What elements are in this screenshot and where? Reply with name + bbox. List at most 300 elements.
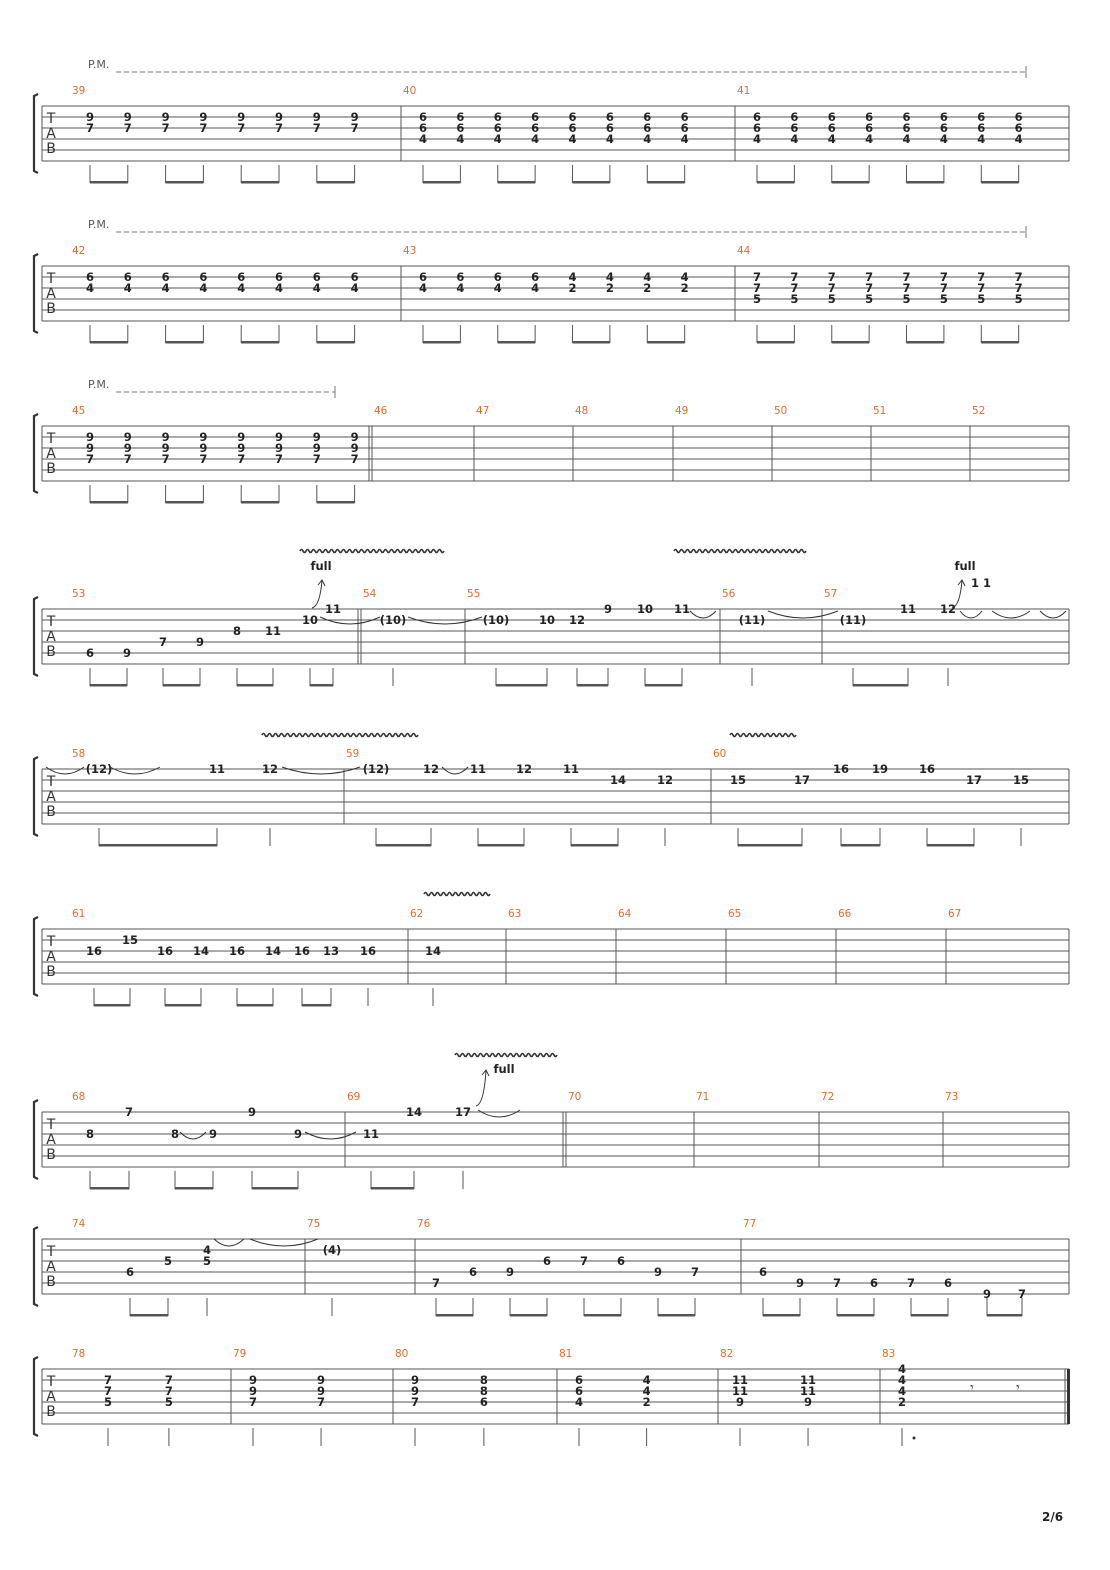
fret-number: 9 xyxy=(247,1105,257,1119)
fret-number: 6 xyxy=(418,110,428,124)
fret-number: 6 xyxy=(493,110,502,124)
fret-number: 6 xyxy=(531,110,540,124)
fret-number: 16 xyxy=(359,944,377,958)
fret-number: 11 xyxy=(731,1373,749,1387)
fret-number: 11 xyxy=(469,762,487,776)
fret-number: 6 xyxy=(827,110,836,124)
fret-number: 13 xyxy=(322,944,340,958)
beam xyxy=(907,181,944,184)
fret-number: 4 xyxy=(202,1243,212,1257)
fret-number: 7 xyxy=(85,452,95,466)
final-barline-thick xyxy=(1067,1369,1070,1424)
beam xyxy=(837,1314,874,1317)
fret-number: 4 xyxy=(456,281,465,295)
tab-clef-letter: T xyxy=(46,431,56,447)
fret-number: 15 xyxy=(121,933,139,947)
measure-number: 42 xyxy=(72,245,86,257)
fret-number: 4 xyxy=(642,1373,651,1387)
beam xyxy=(94,1004,130,1007)
fret-number: 7 xyxy=(350,121,359,135)
fret-number: 11 xyxy=(731,1384,749,1398)
fret-number: 6 xyxy=(643,121,652,135)
fret-number: 6 xyxy=(605,110,614,124)
fret-number: 14 xyxy=(192,944,210,958)
fret-number: 6 xyxy=(790,110,799,124)
fret-number: (12) xyxy=(85,762,113,776)
fret-number: 9 xyxy=(123,430,132,444)
measure-number: 70 xyxy=(568,1091,582,1103)
fret-number: 1 xyxy=(982,576,992,590)
fret-number: 6 xyxy=(568,110,577,124)
beam xyxy=(510,1314,547,1317)
fret-number: 7 xyxy=(124,1105,134,1119)
fret-number: 6 xyxy=(274,270,284,284)
fret-number: 9 xyxy=(161,441,170,455)
fret-number: 7 xyxy=(410,1395,420,1409)
fret-number: 7 xyxy=(579,1254,589,1268)
fret-number: 6 xyxy=(237,270,246,284)
measure-number: 43 xyxy=(403,245,417,257)
fret-number: 2 xyxy=(605,281,614,295)
fret-number: 8 xyxy=(170,1127,180,1141)
tab-clef-letter: B xyxy=(46,301,56,317)
tie-arc xyxy=(180,1132,206,1139)
tab-clef-letter: B xyxy=(46,1274,56,1290)
fret-number: 7 xyxy=(431,1276,441,1290)
tie-arc xyxy=(442,767,468,774)
fret-number: 9 xyxy=(317,1373,326,1387)
measure-number: 50 xyxy=(774,405,788,417)
fret-number: 6 xyxy=(418,121,428,135)
fret-number: 5 xyxy=(103,1395,113,1409)
fret-number: 11 xyxy=(899,602,917,616)
fret-number: 19 xyxy=(871,762,889,776)
fret-number: 7 xyxy=(939,281,948,295)
beam xyxy=(911,1314,948,1317)
fret-number: 4 xyxy=(312,281,321,295)
beam xyxy=(757,341,794,344)
beam xyxy=(757,181,794,184)
beam xyxy=(584,1314,621,1317)
tie-arc xyxy=(992,611,1030,618)
beam xyxy=(165,1004,201,1007)
fret-number: 9 xyxy=(248,1373,258,1387)
fret-number: 6 xyxy=(531,270,540,284)
fret-number: 7 xyxy=(832,1276,842,1290)
fret-number: 4 xyxy=(123,281,132,295)
beam xyxy=(832,341,869,344)
tab-clef-letter: A xyxy=(46,629,56,645)
beam xyxy=(981,181,1018,184)
fret-number: 15 xyxy=(729,773,747,787)
fret-number: 16 xyxy=(293,944,311,958)
system-bracket xyxy=(34,597,38,676)
fret-number: (10) xyxy=(379,613,407,627)
tie-arc xyxy=(690,611,716,618)
fret-number: 9 xyxy=(208,1127,218,1141)
beam xyxy=(166,501,204,504)
fret-number: 4 xyxy=(752,132,762,146)
fret-number: 4 xyxy=(199,281,208,295)
measure-number: 83 xyxy=(882,1348,896,1360)
beam xyxy=(252,1187,298,1190)
beam xyxy=(981,341,1018,344)
beam xyxy=(90,1187,129,1190)
fret-number: 4 xyxy=(493,132,502,146)
fret-number: 9 xyxy=(603,602,613,616)
fret-number: 2 xyxy=(680,281,689,295)
beam xyxy=(927,844,974,847)
beam xyxy=(237,684,273,687)
measure-number: 80 xyxy=(395,1348,409,1360)
beam xyxy=(166,341,204,344)
beam xyxy=(317,501,355,504)
fret-number: 6 xyxy=(456,270,465,284)
fret-number: 7 xyxy=(1017,1287,1027,1301)
fret-number: 6 xyxy=(125,1265,135,1279)
fret-number: 9 xyxy=(237,441,246,455)
beam xyxy=(241,501,279,504)
measure-number: 82 xyxy=(720,1348,734,1360)
fret-number: 7 xyxy=(312,121,321,135)
fret-number: (11) xyxy=(839,613,867,627)
bend-curve xyxy=(476,1070,486,1106)
fret-number: 9 xyxy=(85,441,95,455)
tab-clef-letter: A xyxy=(46,1132,56,1148)
fret-number: 11 xyxy=(800,1384,817,1398)
fret-number: 6 xyxy=(542,1254,552,1268)
fret-number: 6 xyxy=(869,1276,879,1290)
measure-number: 52 xyxy=(972,405,986,417)
fret-number: 5 xyxy=(202,1254,212,1268)
fret-number: 6 xyxy=(493,270,502,284)
tab-clef-letter: B xyxy=(46,1404,56,1420)
fret-number: 7 xyxy=(158,635,168,649)
bend-curve xyxy=(312,580,322,608)
fret-number: 6 xyxy=(939,110,948,124)
fret-number: 7 xyxy=(902,270,911,284)
fret-number: 6 xyxy=(865,110,874,124)
fret-number: 4 xyxy=(237,281,246,295)
measure-number: 47 xyxy=(476,405,490,417)
fret-number: 7 xyxy=(752,270,762,284)
dot xyxy=(913,1437,916,1440)
system-bracket xyxy=(34,1227,38,1306)
fret-number: 9 xyxy=(274,110,284,124)
fret-number: 5 xyxy=(939,292,948,306)
fret-number: 7 xyxy=(939,270,948,284)
tie-arc xyxy=(214,1239,244,1246)
fret-number: 12 xyxy=(656,773,674,787)
fret-number: 4 xyxy=(680,270,689,284)
measure-number: 39 xyxy=(72,85,86,97)
tie-arc xyxy=(250,1239,318,1246)
fret-number: 9 xyxy=(350,110,359,124)
fret-number: 6 xyxy=(790,121,799,135)
fret-number: 6 xyxy=(680,110,689,124)
fret-number: 6 xyxy=(827,121,836,135)
fret-number: 9 xyxy=(317,1384,326,1398)
fret-number: (11) xyxy=(738,613,766,627)
tab-clef-letter: B xyxy=(46,804,56,820)
fret-number: 7 xyxy=(164,1373,173,1387)
fret-number: 5 xyxy=(790,292,799,306)
fret-number: 4 xyxy=(274,281,284,295)
fret-number: 9 xyxy=(161,430,170,444)
fret-number: 9 xyxy=(161,110,170,124)
fret-number: 6 xyxy=(350,270,359,284)
fret-number: 6 xyxy=(85,646,95,660)
measure-number: 67 xyxy=(948,908,962,920)
vibrato-mark xyxy=(455,1054,557,1057)
system-bracket xyxy=(34,94,38,173)
fret-number: 7 xyxy=(1014,270,1023,284)
fret-number: 9 xyxy=(982,1287,992,1301)
tab-clef-letter: T xyxy=(46,614,56,630)
measure-number: 77 xyxy=(743,1218,757,1230)
fret-number: 11 xyxy=(208,762,226,776)
page-number: 2/6 xyxy=(1042,1510,1064,1524)
measure-number: 66 xyxy=(838,908,852,920)
tab-clef-letter: B xyxy=(46,141,56,157)
fret-number: 4 xyxy=(897,1373,907,1387)
measure-number: 60 xyxy=(713,748,727,760)
fret-number: 7 xyxy=(690,1265,700,1279)
fret-number: 6 xyxy=(456,110,465,124)
measure-number: 73 xyxy=(945,1091,959,1103)
tab-clef-letter: T xyxy=(46,1244,56,1260)
fret-number: 15 xyxy=(1012,773,1030,787)
fret-number: 16 xyxy=(918,762,936,776)
beam xyxy=(987,1314,1022,1317)
beam xyxy=(166,181,204,184)
fret-number: 14 xyxy=(424,944,442,958)
fret-number: 5 xyxy=(902,292,911,306)
fret-number: 6 xyxy=(865,121,874,135)
fret-number: 6 xyxy=(902,121,911,135)
vibrato-mark xyxy=(730,734,796,737)
fret-number: 4 xyxy=(680,132,689,146)
fret-number: 9 xyxy=(123,110,132,124)
fret-number: 7 xyxy=(274,121,284,135)
fret-number: 7 xyxy=(123,452,132,466)
fret-number: 9 xyxy=(237,110,246,124)
system-bracket xyxy=(34,254,38,333)
tab-clef-letter: T xyxy=(46,934,56,950)
fret-number: 12 xyxy=(515,762,533,776)
beam xyxy=(317,341,355,344)
fret-number: 6 xyxy=(479,1395,488,1409)
fret-number: 12 xyxy=(568,613,586,627)
beam xyxy=(577,684,608,687)
fret-number: 6 xyxy=(902,110,911,124)
measure-number: 61 xyxy=(72,908,86,920)
fret-number: 6 xyxy=(752,121,762,135)
fret-number: 7 xyxy=(827,281,836,295)
measure-number: 53 xyxy=(72,588,86,600)
fret-number: 4 xyxy=(643,270,652,284)
fret-number: 6 xyxy=(943,1276,953,1290)
beam xyxy=(658,1314,695,1317)
measure-number: 57 xyxy=(824,588,838,600)
fret-number: 6 xyxy=(977,121,986,135)
fret-number: 6 xyxy=(85,270,95,284)
fret-number: 9 xyxy=(505,1265,515,1279)
measure-number: 56 xyxy=(722,588,736,600)
tie-arc xyxy=(478,1110,520,1117)
fret-number: 7 xyxy=(790,281,799,295)
measure-number: 74 xyxy=(72,1218,86,1230)
fret-number: 7 xyxy=(317,1395,326,1409)
fret-number: 9 xyxy=(122,646,132,660)
fret-number: 6 xyxy=(643,110,652,124)
fret-number: 9 xyxy=(410,1384,420,1398)
fret-number: 4 xyxy=(865,132,874,146)
fret-number: (10) xyxy=(482,613,510,627)
beam xyxy=(498,341,535,344)
fret-number: 6 xyxy=(312,270,321,284)
fret-number: 12 xyxy=(261,762,279,776)
fret-number: 5 xyxy=(827,292,836,306)
measure-number: 49 xyxy=(675,405,689,417)
measure-number: 65 xyxy=(728,908,742,920)
fret-number: 17 xyxy=(454,1105,472,1119)
fret-number: 8 xyxy=(479,1373,488,1387)
fret-number: 7 xyxy=(865,281,874,295)
tab-clef-letter: A xyxy=(46,789,56,805)
fret-number: 6 xyxy=(1014,110,1023,124)
fret-number: 7 xyxy=(103,1373,113,1387)
fret-number: 6 xyxy=(574,1384,584,1398)
fret-number: 6 xyxy=(568,121,577,135)
fret-number: 8 xyxy=(232,624,242,638)
fret-number: 9 xyxy=(312,110,321,124)
beam xyxy=(841,844,880,847)
beam xyxy=(99,844,217,847)
beam xyxy=(647,181,684,184)
measure-number: 64 xyxy=(618,908,632,920)
fret-number: 6 xyxy=(531,121,540,135)
fret-number: 4 xyxy=(897,1384,907,1398)
tie-arc xyxy=(110,767,160,774)
fret-number: 7 xyxy=(237,121,246,135)
fret-number: (4) xyxy=(322,1243,342,1257)
fret-number: 4 xyxy=(568,132,577,146)
measure-number: 76 xyxy=(417,1218,431,1230)
fret-number: 4 xyxy=(977,132,986,146)
fret-number: 4 xyxy=(531,281,540,295)
fret-number: 9 xyxy=(195,635,205,649)
fret-number: 1 xyxy=(970,576,980,590)
tab-clef-letter: T xyxy=(46,271,56,287)
fret-number: 5 xyxy=(163,1254,173,1268)
fret-number: 7 xyxy=(1014,281,1023,295)
fret-number: 12 xyxy=(939,602,957,616)
tab-clef-letter: T xyxy=(46,1374,56,1390)
fret-number: 7 xyxy=(248,1395,258,1409)
measure-number: 59 xyxy=(346,748,360,760)
fret-number: 9 xyxy=(350,430,359,444)
fret-number: 4 xyxy=(642,1384,651,1398)
tie-arc xyxy=(1040,611,1066,618)
fret-number: 4 xyxy=(902,132,911,146)
measure-number: 54 xyxy=(363,588,377,600)
fret-number: 6 xyxy=(605,121,614,135)
fret-number: 7 xyxy=(752,281,762,295)
fret-number: 12 xyxy=(422,762,440,776)
tab-clef-letter: A xyxy=(46,126,56,142)
tab-clef-letter: A xyxy=(46,949,56,965)
fret-number: 7 xyxy=(161,452,170,466)
measure-number: 41 xyxy=(737,85,751,97)
measure-number: 55 xyxy=(467,588,481,600)
system-bracket xyxy=(34,1357,38,1436)
fret-number: 4 xyxy=(161,281,170,295)
fret-number: 6 xyxy=(1014,121,1023,135)
measure-number: 45 xyxy=(72,405,86,417)
beam xyxy=(645,684,682,687)
beam xyxy=(241,341,279,344)
measure-number: 79 xyxy=(233,1348,247,1360)
fret-number: 11 xyxy=(673,602,691,616)
fret-number: 14 xyxy=(609,773,627,787)
measure-number: 48 xyxy=(575,405,589,417)
beam xyxy=(763,1314,800,1317)
beam xyxy=(853,684,908,687)
fret-number: 9 xyxy=(274,441,284,455)
measure-number: 69 xyxy=(347,1091,361,1103)
fret-number: 9 xyxy=(199,430,208,444)
fret-number: 14 xyxy=(405,1105,423,1119)
fret-number: 9 xyxy=(123,441,132,455)
fret-number: 7 xyxy=(85,121,95,135)
fret-number: 2 xyxy=(642,1395,651,1409)
tie-arc xyxy=(46,767,84,774)
fret-number: 4 xyxy=(456,132,465,146)
measure-number: 68 xyxy=(72,1091,86,1103)
beam xyxy=(573,181,610,184)
fret-number: 4 xyxy=(790,132,799,146)
fret-number: 5 xyxy=(164,1395,173,1409)
beam xyxy=(478,844,524,847)
bend-label: full xyxy=(954,559,976,573)
system-bracket xyxy=(34,1100,38,1179)
fret-number: 7 xyxy=(312,452,321,466)
fret-number: 9 xyxy=(312,430,321,444)
fret-number: 6 xyxy=(616,1254,626,1268)
fret-number: 9 xyxy=(293,1127,303,1141)
fret-number: 7 xyxy=(977,281,986,295)
fret-number: 7 xyxy=(237,452,246,466)
fret-number: 11 xyxy=(362,1127,380,1141)
fret-number: 6 xyxy=(161,270,170,284)
fret-number: 7 xyxy=(274,452,284,466)
fret-number: 4 xyxy=(574,1395,584,1409)
palm-mute-label: P.M. xyxy=(88,218,110,231)
fret-number: 6 xyxy=(574,1373,584,1387)
fret-number: 4 xyxy=(897,1362,907,1376)
system-bracket xyxy=(34,414,38,493)
fret-number: 7 xyxy=(161,121,170,135)
beam xyxy=(423,341,460,344)
fret-number: 4 xyxy=(418,281,428,295)
fret-number: 17 xyxy=(965,773,983,787)
beam xyxy=(573,341,610,344)
measure-number: 51 xyxy=(873,405,887,417)
system-bracket xyxy=(34,757,38,836)
beam xyxy=(436,1314,473,1317)
fret-number: 9 xyxy=(248,1384,258,1398)
